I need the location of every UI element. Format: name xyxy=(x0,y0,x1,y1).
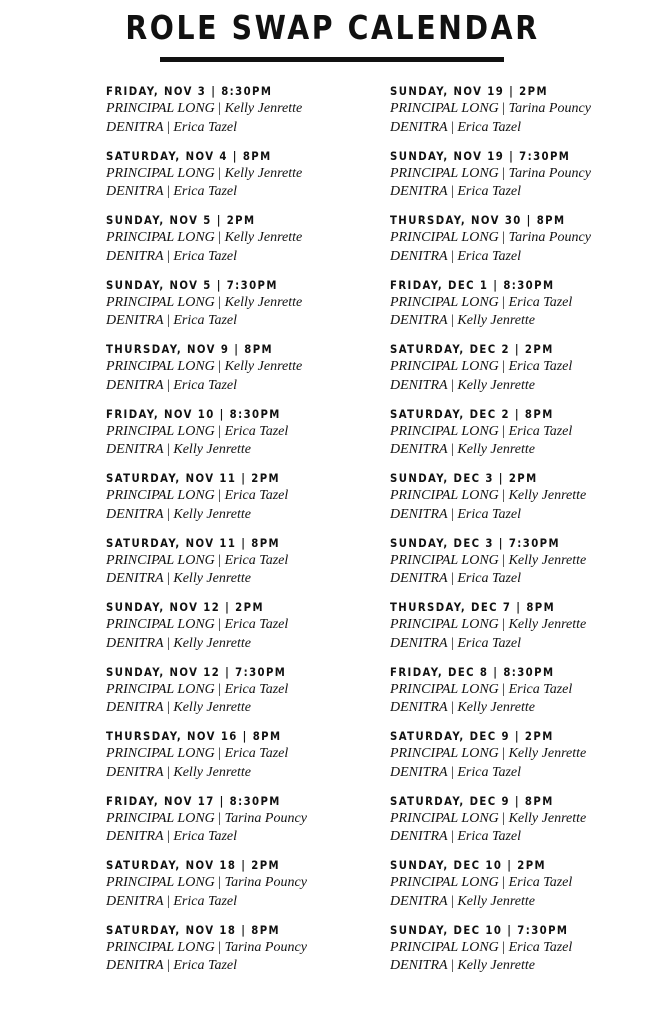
role-name: DENITRA xyxy=(390,958,448,973)
actor-name: Erica Tazel xyxy=(224,681,289,697)
denitra-casting-line xyxy=(106,312,406,331)
schedule-entry xyxy=(390,534,665,599)
role-name: DENITRA xyxy=(390,184,448,199)
actor-name: Erica Tazel xyxy=(173,958,238,973)
role-name: PRINCIPAL LONG xyxy=(106,617,215,632)
actor-name: Tarina Pouncy xyxy=(508,101,591,116)
denitra-casting-line xyxy=(390,957,665,976)
denitra-casting-line xyxy=(106,570,406,589)
denitra-casting-line xyxy=(390,570,665,589)
performance-date: THURSDAY, NOV 9 | 8PM xyxy=(106,342,273,356)
schedule-entry xyxy=(106,921,406,986)
role-name: DENITRA xyxy=(390,764,448,780)
role-separator: | xyxy=(218,101,222,116)
schedule-entry xyxy=(106,534,406,599)
role-separator: | xyxy=(167,829,170,844)
role-name: DENITRA xyxy=(390,893,448,909)
principal-long-casting-line xyxy=(106,810,406,829)
role-separator: | xyxy=(502,875,506,890)
role-separator: | xyxy=(502,165,506,181)
principal-long-casting-line xyxy=(390,165,665,184)
actor-name: Erica Tazel xyxy=(173,893,238,909)
schedule-entry xyxy=(106,792,406,857)
role-separator: | xyxy=(451,829,454,844)
denitra-casting-line xyxy=(390,183,665,202)
performance-date: SATURDAY, NOV 18 | 2PM xyxy=(106,858,281,872)
principal-long-casting-line xyxy=(106,745,406,764)
role-name: PRINCIPAL LONG xyxy=(106,359,215,374)
denitra-casting-line xyxy=(106,828,406,847)
role-name: PRINCIPAL LONG xyxy=(106,423,215,439)
role-name: DENITRA xyxy=(390,571,448,586)
principal-long-casting-line xyxy=(106,552,406,571)
role-separator: | xyxy=(167,506,170,522)
schedule-entry xyxy=(106,727,406,792)
role-name: PRINCIPAL LONG xyxy=(390,165,499,181)
principal-long-casting-line xyxy=(106,100,406,119)
actor-name: Erica Tazel xyxy=(457,571,522,586)
role-name: DENITRA xyxy=(390,442,448,457)
denitra-casting-line xyxy=(106,957,406,976)
role-separator: | xyxy=(218,875,222,890)
actor-name: Erica Tazel xyxy=(224,552,289,568)
principal-long-casting-line xyxy=(390,229,665,248)
role-name: PRINCIPAL LONG xyxy=(106,165,215,181)
performance-date: FRIDAY, DEC 1 | 8:30PM xyxy=(390,277,555,292)
principal-long-casting-line xyxy=(390,487,665,506)
denitra-casting-line xyxy=(390,506,665,525)
actor-name: Erica Tazel xyxy=(224,746,289,761)
performance-date: THURSDAY, DEC 7 | 8PM xyxy=(390,600,556,614)
role-name: PRINCIPAL LONG xyxy=(390,101,499,116)
schedule-entry xyxy=(106,82,406,147)
page-title: ROLE SWAP CALENDAR xyxy=(125,8,540,47)
role-separator: | xyxy=(451,248,454,264)
actor-name: Kelly Jenrette xyxy=(457,893,535,909)
principal-long-casting-line xyxy=(106,681,406,700)
performance-date: SUNDAY, NOV 19 | 2PM xyxy=(390,84,548,98)
actor-name: Erica Tazel xyxy=(457,829,522,844)
role-separator: | xyxy=(167,248,170,264)
role-separator: | xyxy=(167,442,170,457)
role-name: PRINCIPAL LONG xyxy=(390,294,499,310)
role-separator: | xyxy=(502,294,506,310)
performance-date: SUNDAY, DEC 10 | 2PM xyxy=(390,858,547,872)
actor-name: Erica Tazel xyxy=(508,294,573,310)
role-name: PRINCIPAL LONG xyxy=(106,230,215,245)
performance-date: SATURDAY, DEC 9 | 2PM xyxy=(390,729,554,743)
performance-date: SUNDAY, DEC 3 | 2PM xyxy=(390,471,538,485)
actor-name: Erica Tazel xyxy=(173,119,238,135)
role-name: DENITRA xyxy=(390,829,448,844)
role-name: DENITRA xyxy=(106,506,164,522)
actor-name: Erica Tazel xyxy=(457,184,522,199)
role-name: PRINCIPAL LONG xyxy=(106,875,215,890)
denitra-casting-line xyxy=(390,828,665,847)
principal-long-casting-line xyxy=(390,939,665,958)
role-separator: | xyxy=(218,810,222,826)
role-name: PRINCIPAL LONG xyxy=(390,423,499,439)
performance-date: SUNDAY, NOV 5 | 2PM xyxy=(106,213,256,227)
principal-long-casting-line xyxy=(106,294,406,313)
actor-name: Kelly Jenrette xyxy=(508,552,587,568)
schedule-entry xyxy=(390,921,665,986)
principal-long-casting-line xyxy=(390,100,665,119)
role-separator: | xyxy=(502,746,506,761)
role-name: PRINCIPAL LONG xyxy=(390,230,499,245)
actor-name: Erica Tazel xyxy=(508,423,573,439)
role-separator: | xyxy=(502,552,506,568)
role-name: DENITRA xyxy=(106,571,164,586)
actor-name: Kelly Jenrette xyxy=(508,810,587,826)
principal-long-casting-line xyxy=(390,745,665,764)
principal-long-casting-line xyxy=(106,874,406,893)
role-name: PRINCIPAL LONG xyxy=(390,617,499,632)
principal-long-casting-line xyxy=(106,229,406,248)
role-separator: | xyxy=(167,958,170,973)
schedule-entry xyxy=(106,147,406,212)
role-separator: | xyxy=(502,939,506,955)
actor-name: Kelly Jenrette xyxy=(457,377,535,393)
role-separator: | xyxy=(218,488,222,503)
role-separator: | xyxy=(218,617,222,632)
role-separator: | xyxy=(218,681,222,697)
denitra-casting-line xyxy=(390,377,665,396)
actor-name: Erica Tazel xyxy=(508,681,573,697)
schedule-column-right xyxy=(390,82,665,985)
schedule-entry xyxy=(106,663,406,728)
role-name: PRINCIPAL LONG xyxy=(106,681,215,697)
role-separator: | xyxy=(167,635,170,651)
title-underline xyxy=(160,57,504,62)
role-name: PRINCIPAL LONG xyxy=(390,488,499,503)
performance-date: SATURDAY, DEC 2 | 2PM xyxy=(390,342,554,356)
role-separator: | xyxy=(502,230,506,245)
role-separator: | xyxy=(167,313,170,328)
role-name: DENITRA xyxy=(390,700,448,715)
principal-long-casting-line xyxy=(390,358,665,377)
principal-long-casting-line xyxy=(106,616,406,635)
role-name: DENITRA xyxy=(106,893,164,909)
role-name: DENITRA xyxy=(106,184,164,199)
performance-date: SUNDAY, NOV 12 | 2PM xyxy=(106,600,264,614)
schedule-entry xyxy=(390,792,665,857)
principal-long-casting-line xyxy=(390,294,665,313)
principal-long-casting-line xyxy=(390,552,665,571)
role-separator: | xyxy=(218,359,222,374)
actor-name: Erica Tazel xyxy=(173,313,238,328)
actor-name: Kelly Jenrette xyxy=(224,101,303,116)
principal-long-casting-line xyxy=(106,165,406,184)
role-separator: | xyxy=(502,681,506,697)
principal-long-casting-line xyxy=(390,616,665,635)
principal-long-casting-line xyxy=(106,358,406,377)
actor-name: Erica Tazel xyxy=(173,829,238,844)
actor-name: Erica Tazel xyxy=(457,248,522,264)
role-separator: | xyxy=(451,377,454,393)
actor-name: Tarina Pouncy xyxy=(224,939,307,955)
role-name: DENITRA xyxy=(106,377,164,393)
role-name: PRINCIPAL LONG xyxy=(106,810,215,826)
denitra-casting-line xyxy=(106,699,406,718)
schedule-entry xyxy=(390,276,665,341)
role-separator: | xyxy=(451,506,454,522)
actor-name: Erica Tazel xyxy=(224,488,289,503)
performance-date: THURSDAY, NOV 30 | 8PM xyxy=(390,213,566,227)
role-separator: | xyxy=(451,893,454,909)
performance-date: SUNDAY, NOV 19 | 7:30PM xyxy=(390,148,571,163)
performance-date: SATURDAY, NOV 11 | 2PM xyxy=(106,471,281,485)
denitra-casting-line xyxy=(390,441,665,460)
actor-name: Kelly Jenrette xyxy=(173,764,251,780)
role-separator: | xyxy=(218,939,222,955)
actor-name: Kelly Jenrette xyxy=(173,506,251,522)
actor-name: Kelly Jenrette xyxy=(508,617,587,632)
actor-name: Tarina Pouncy xyxy=(224,875,307,890)
schedule-column-left xyxy=(106,82,406,985)
performance-date: FRIDAY, NOV 3 | 8:30PM xyxy=(106,84,273,98)
schedule-entry xyxy=(390,405,665,470)
role-separator: | xyxy=(167,700,170,715)
role-name: PRINCIPAL LONG xyxy=(390,552,499,568)
role-name: DENITRA xyxy=(390,313,448,328)
actor-name: Erica Tazel xyxy=(508,359,573,374)
role-separator: | xyxy=(451,700,454,715)
schedule-entry xyxy=(106,276,406,341)
actor-name: Erica Tazel xyxy=(457,506,522,522)
performance-date: SUNDAY, NOV 5 | 7:30PM xyxy=(106,277,278,292)
actor-name: Erica Tazel xyxy=(508,939,573,955)
role-separator: | xyxy=(451,313,454,328)
denitra-casting-line xyxy=(106,506,406,525)
role-name: PRINCIPAL LONG xyxy=(390,939,499,955)
actor-name: Tarina Pouncy xyxy=(224,810,307,826)
principal-long-casting-line xyxy=(106,423,406,442)
role-separator: | xyxy=(167,764,170,780)
role-name: PRINCIPAL LONG xyxy=(106,294,215,310)
denitra-casting-line xyxy=(390,248,665,267)
role-name: PRINCIPAL LONG xyxy=(106,939,215,955)
role-separator: | xyxy=(502,101,506,116)
denitra-casting-line xyxy=(106,635,406,654)
role-separator: | xyxy=(502,359,506,374)
schedule-entry xyxy=(390,663,665,728)
role-name: DENITRA xyxy=(106,764,164,780)
denitra-casting-line xyxy=(390,635,665,654)
role-separator: | xyxy=(167,571,170,586)
actor-name: Erica Tazel xyxy=(224,617,289,632)
schedule-entry xyxy=(390,147,665,212)
actor-name: Kelly Jenrette xyxy=(457,442,535,457)
performance-date: SATURDAY, NOV 11 | 8PM xyxy=(106,535,281,550)
actor-name: Tarina Pouncy xyxy=(508,165,591,181)
performance-date: FRIDAY, DEC 8 | 8:30PM xyxy=(390,664,555,679)
role-name: PRINCIPAL LONG xyxy=(390,359,499,374)
denitra-casting-line xyxy=(106,377,406,396)
schedule-entry xyxy=(106,598,406,663)
schedule-entry xyxy=(390,856,665,921)
denitra-casting-line xyxy=(390,699,665,718)
denitra-casting-line xyxy=(390,764,665,783)
role-separator: | xyxy=(451,184,454,199)
role-name: DENITRA xyxy=(106,635,164,651)
performance-date: FRIDAY, NOV 10 | 8:30PM xyxy=(106,406,281,421)
performance-date: SATURDAY, DEC 2 | 8PM xyxy=(390,406,554,421)
performance-date: SATURDAY, NOV 4 | 8PM xyxy=(106,148,272,163)
actor-name: Kelly Jenrette xyxy=(224,359,303,374)
schedule-entry xyxy=(106,469,406,534)
role-separator: | xyxy=(451,442,454,457)
role-separator: | xyxy=(218,552,222,568)
role-name: DENITRA xyxy=(106,958,164,973)
role-separator: | xyxy=(502,617,506,632)
role-name: PRINCIPAL LONG xyxy=(390,810,499,826)
actor-name: Erica Tazel xyxy=(508,875,573,890)
actor-name: Erica Tazel xyxy=(173,184,238,199)
actor-name: Kelly Jenrette xyxy=(224,165,303,181)
actor-name: Erica Tazel xyxy=(457,764,522,780)
role-name: PRINCIPAL LONG xyxy=(106,101,215,116)
principal-long-casting-line xyxy=(390,423,665,442)
schedule-entry xyxy=(390,469,665,534)
schedule-entry xyxy=(390,82,665,147)
role-name: DENITRA xyxy=(390,506,448,522)
actor-name: Kelly Jenrette xyxy=(457,700,535,715)
performance-date: SUNDAY, DEC 3 | 7:30PM xyxy=(390,535,560,550)
role-name: PRINCIPAL LONG xyxy=(390,746,499,761)
role-name: DENITRA xyxy=(106,119,164,135)
actor-name: Kelly Jenrette xyxy=(224,294,303,310)
schedule-entry xyxy=(390,727,665,792)
actor-name: Kelly Jenrette xyxy=(173,700,251,715)
role-name: DENITRA xyxy=(390,248,448,264)
actor-name: Erica Tazel xyxy=(224,423,289,439)
denitra-casting-line xyxy=(106,764,406,783)
actor-name: Kelly Jenrette xyxy=(508,488,587,503)
denitra-casting-line xyxy=(106,183,406,202)
role-separator: | xyxy=(218,746,222,761)
denitra-casting-line xyxy=(106,248,406,267)
schedule-entry xyxy=(390,598,665,663)
denitra-casting-line xyxy=(106,441,406,460)
role-name: DENITRA xyxy=(106,248,164,264)
performance-date: SUNDAY, NOV 12 | 7:30PM xyxy=(106,664,287,679)
performance-date: SATURDAY, DEC 9 | 8PM xyxy=(390,793,554,808)
role-name: DENITRA xyxy=(106,829,164,844)
role-name: DENITRA xyxy=(390,119,448,135)
role-separator: | xyxy=(451,764,454,780)
actor-name: Kelly Jenrette xyxy=(173,571,251,586)
schedule-entry xyxy=(106,211,406,276)
schedule-entry xyxy=(390,340,665,405)
schedule-entry xyxy=(106,340,406,405)
role-name: DENITRA xyxy=(106,313,164,328)
actor-name: Erica Tazel xyxy=(457,119,522,135)
schedule-entry xyxy=(390,211,665,276)
role-name: PRINCIPAL LONG xyxy=(106,746,215,761)
actor-name: Erica Tazel xyxy=(457,635,522,651)
performance-date: SATURDAY, NOV 18 | 8PM xyxy=(106,922,281,937)
actor-name: Kelly Jenrette xyxy=(457,958,535,973)
role-name: DENITRA xyxy=(106,700,164,715)
role-separator: | xyxy=(451,119,454,135)
role-name: DENITRA xyxy=(390,377,448,393)
role-separator: | xyxy=(167,377,170,393)
actor-name: Tarina Pouncy xyxy=(508,230,591,245)
role-name: DENITRA xyxy=(390,635,448,651)
principal-long-casting-line xyxy=(390,681,665,700)
performance-date: SUNDAY, DEC 10 | 7:30PM xyxy=(390,922,569,937)
role-separator: | xyxy=(451,958,454,973)
denitra-casting-line xyxy=(390,119,665,138)
actor-name: Erica Tazel xyxy=(173,248,238,264)
role-separator: | xyxy=(218,165,222,181)
role-name: PRINCIPAL LONG xyxy=(390,681,499,697)
role-separator: | xyxy=(502,810,506,826)
actor-name: Erica Tazel xyxy=(173,377,238,393)
role-separator: | xyxy=(167,119,170,135)
role-separator: | xyxy=(502,423,506,439)
schedule-entry xyxy=(106,405,406,470)
role-separator: | xyxy=(451,635,454,651)
role-name: DENITRA xyxy=(106,442,164,457)
role-separator: | xyxy=(218,423,222,439)
actor-name: Kelly Jenrette xyxy=(173,442,251,457)
role-separator: | xyxy=(167,893,170,909)
performance-date: FRIDAY, NOV 17 | 8:30PM xyxy=(106,793,281,808)
principal-long-casting-line xyxy=(106,939,406,958)
denitra-casting-line xyxy=(390,893,665,912)
actor-name: Kelly Jenrette xyxy=(173,635,251,651)
role-name: PRINCIPAL LONG xyxy=(390,875,499,890)
denitra-casting-line xyxy=(390,312,665,331)
role-separator: | xyxy=(218,230,222,245)
principal-long-casting-line xyxy=(106,487,406,506)
performance-date: THURSDAY, NOV 16 | 8PM xyxy=(106,729,282,743)
role-separator: | xyxy=(218,294,222,310)
principal-long-casting-line xyxy=(390,810,665,829)
role-separator: | xyxy=(502,488,506,503)
denitra-casting-line xyxy=(106,893,406,912)
actor-name: Kelly Jenrette xyxy=(224,230,303,245)
schedule-entry xyxy=(106,856,406,921)
role-separator: | xyxy=(451,571,454,586)
actor-name: Kelly Jenrette xyxy=(508,746,587,761)
actor-name: Kelly Jenrette xyxy=(457,313,535,328)
principal-long-casting-line xyxy=(390,874,665,893)
role-name: PRINCIPAL LONG xyxy=(106,488,215,503)
role-name: PRINCIPAL LONG xyxy=(106,552,215,568)
role-separator: | xyxy=(167,184,170,199)
denitra-casting-line xyxy=(106,119,406,138)
